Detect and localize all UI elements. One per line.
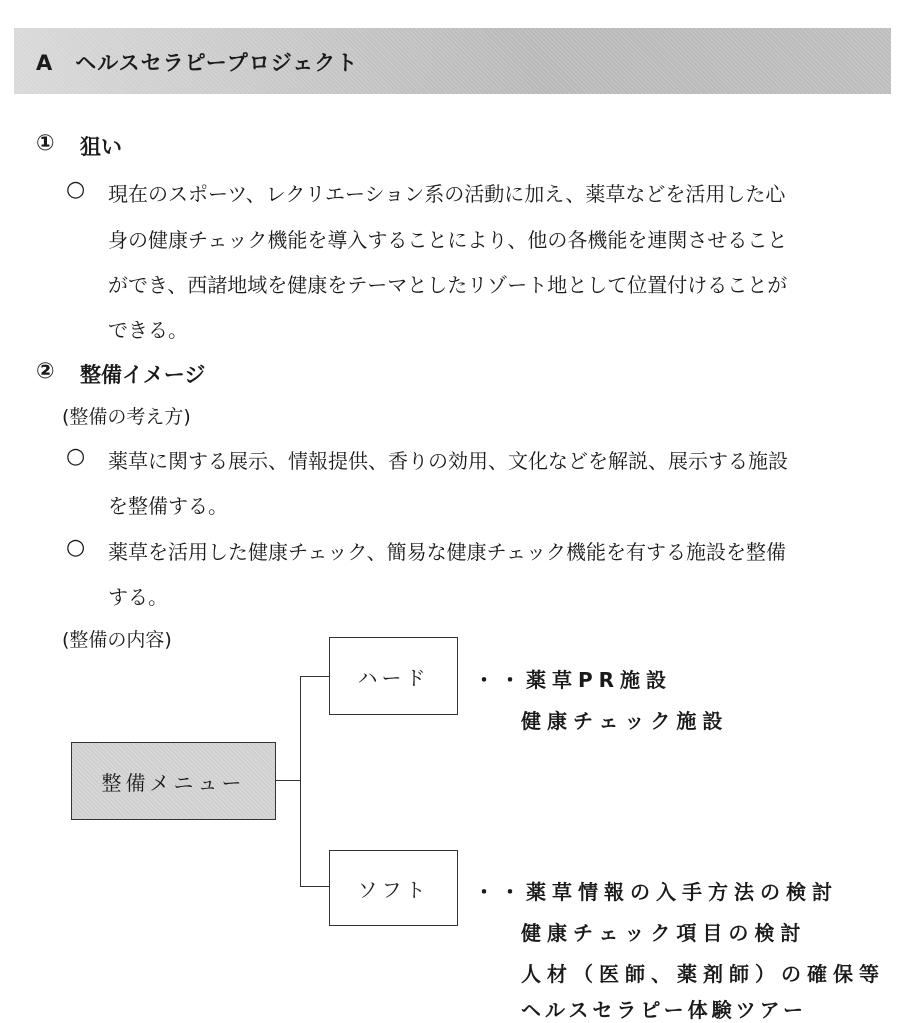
subheading: (整備の内容) xyxy=(62,629,172,651)
item-line: を整備する。 xyxy=(108,494,228,518)
connector-line xyxy=(276,780,301,781)
section-1-line: できる。 xyxy=(108,318,188,342)
hard-box: ハード xyxy=(329,637,458,715)
connector-line xyxy=(300,676,301,887)
connector-line xyxy=(300,676,330,677)
connector-line xyxy=(300,886,330,887)
soft-box: ソフト xyxy=(329,850,458,926)
section-1-marker: ① xyxy=(36,131,55,156)
section-1-line: 現在のスポーツ、レクリエーション系の活動に加え、薬草などを活用した心 xyxy=(108,182,786,206)
bullet-icon: ○ xyxy=(66,444,86,469)
root-menu-box: 整備メニュー xyxy=(71,742,276,820)
item-line: 薬草を活用した健康チェック、簡易な健康チェック機能を有する施設を整備 xyxy=(108,540,786,564)
section-1-line: ができ、西諸地域を健康をテーマとしたリゾート地として位置付けることが xyxy=(108,273,788,297)
soft-item: 健康チェック項目の検討 xyxy=(521,921,807,945)
section-2-title: 整備イメージ xyxy=(80,363,206,387)
soft-item: ・・薬草情報の入手方法の検討 xyxy=(474,880,838,904)
section-1-line: 身の健康チェック機能を導入することにより、他の各機能を連関させること xyxy=(108,228,788,252)
soft-item: ヘルスセラピー体験ツアー xyxy=(521,998,807,1022)
subheading: (整備の考え方) xyxy=(62,406,191,428)
soft-item: 人材（医師、薬剤師）の確保等 xyxy=(521,962,885,986)
section-2-marker: ② xyxy=(36,359,55,384)
bullet-icon: ○ xyxy=(66,535,86,560)
section-1-title: 狙い xyxy=(80,135,122,159)
section-header-title: A ヘルスセラピープロジェクト xyxy=(36,51,359,75)
item-line: 薬草に関する展示、情報提供、香りの効用、文化などを解説、展示する施設 xyxy=(108,449,788,473)
hard-item: 健康チェック施設 xyxy=(521,709,729,733)
bullet-icon: ○ xyxy=(66,177,86,202)
item-line: する。 xyxy=(108,585,168,609)
hard-item: ・・薬草PR施設 xyxy=(474,668,673,692)
